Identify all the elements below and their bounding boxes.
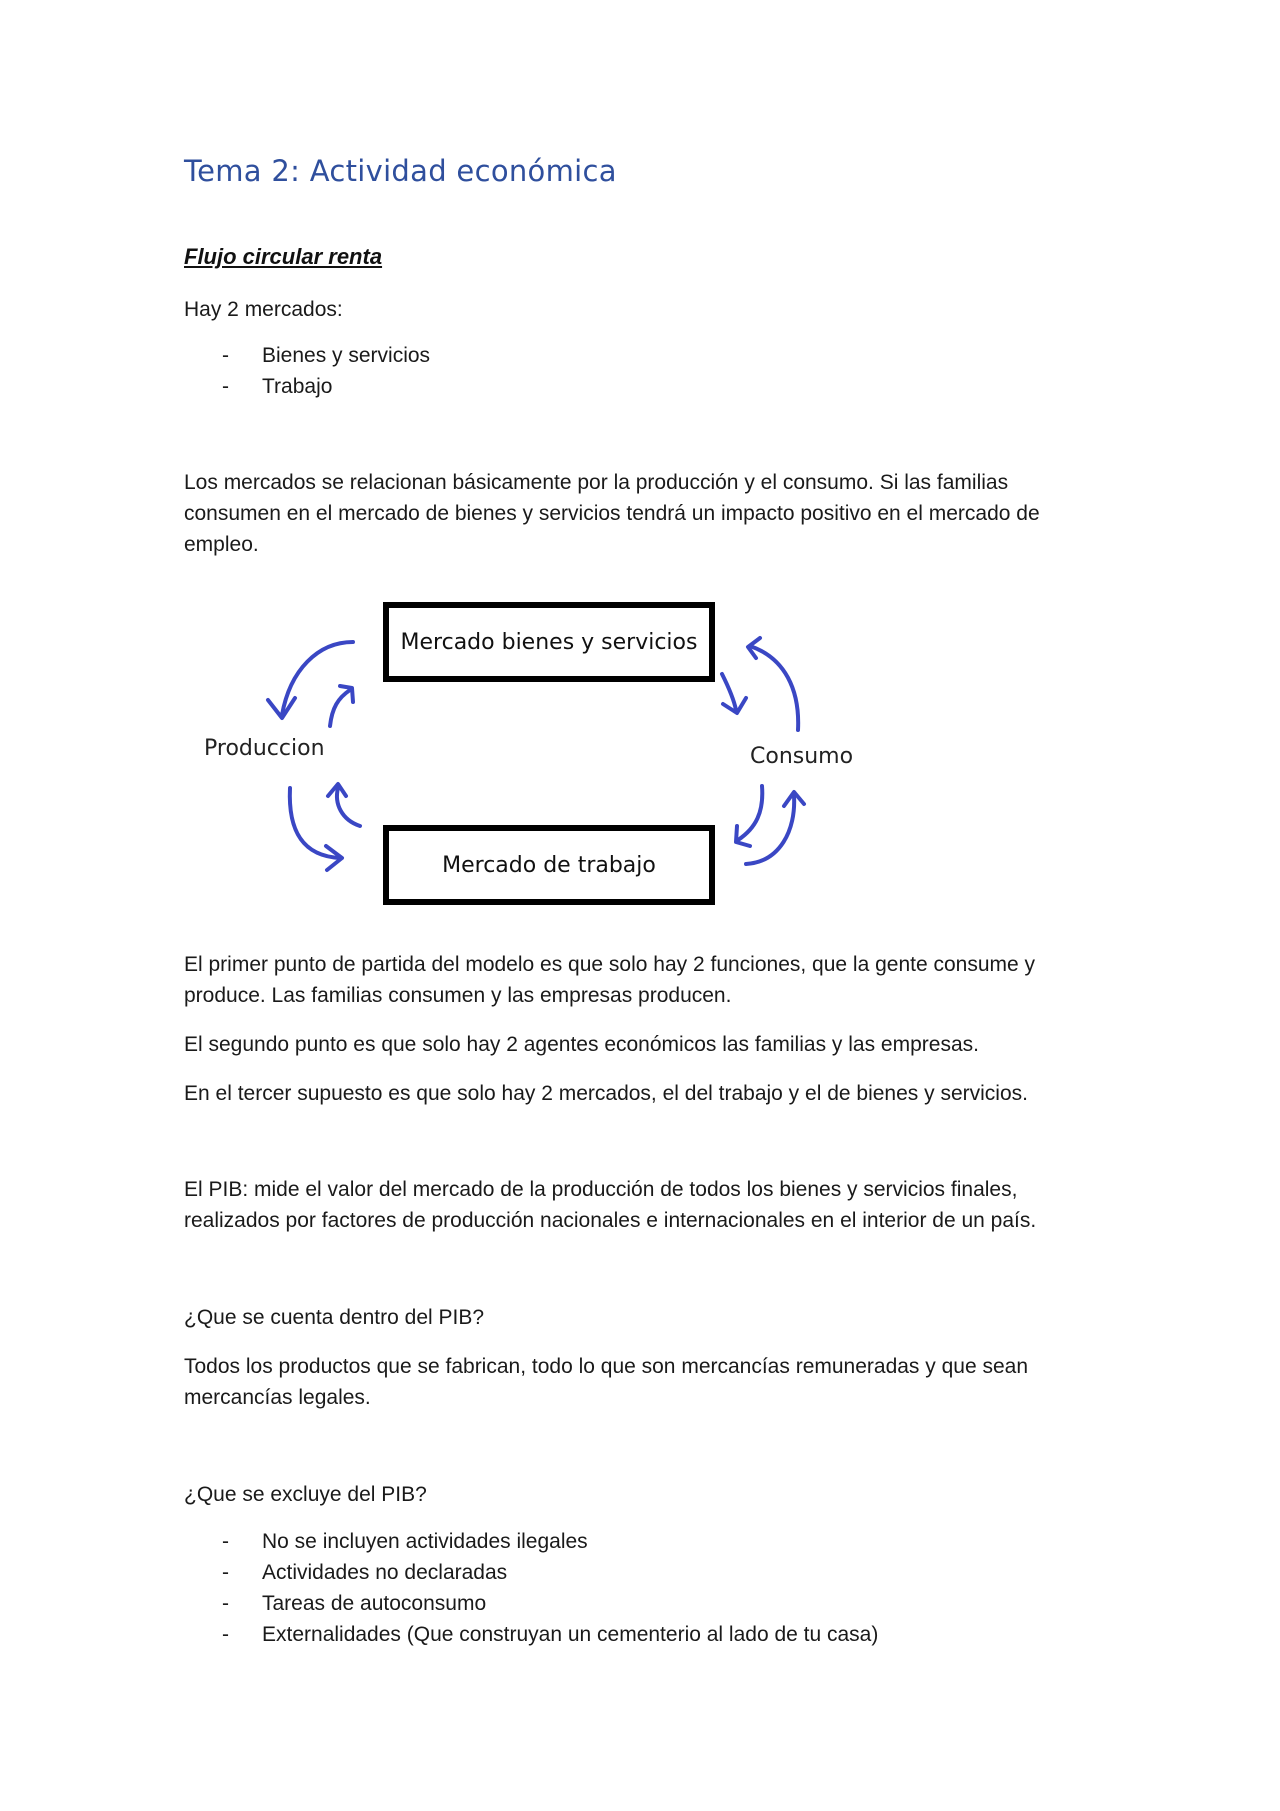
- bullet-dash: -: [222, 344, 229, 367]
- assumption-paragraph-1: El primer punto de partida del modelo es que solo hay 2 funciones, que la gente consume y produce. Las familias consumen y las empresas producen.: [184, 953, 1036, 1007]
- included-question: ¿Que se cuenta dentro del PIB?: [184, 1306, 485, 1329]
- excluded-question: ¿Que se excluye del PIB?: [184, 1483, 427, 1506]
- circular-flow-diagram: [190, 590, 870, 920]
- curved-arrow-icon: [337, 788, 360, 826]
- market-box-labor: Mercado de trabajo: [383, 825, 715, 905]
- list-item: - Externalidades (Que construyan un cementerio al lado de tu casa): [184, 1619, 878, 1650]
- bullet-dash: -: [222, 375, 229, 398]
- list-item: - Actividades no declaradas: [184, 1557, 878, 1588]
- included-answer: Todos los productos que se fabrican, todo lo que son mercancías remuneradas y que sean mercancías legales.: [184, 1355, 1029, 1409]
- market-box-goods-services: Mercado bienes y servicios: [383, 602, 715, 682]
- consumption-label: Consumo: [750, 744, 854, 769]
- list-item: - Bienes y servicios: [184, 340, 430, 371]
- list-item: - Tareas de autoconsumo: [184, 1588, 878, 1619]
- bullet-dash: -: [222, 1592, 229, 1615]
- bullet-dash: -: [222, 1561, 229, 1584]
- list-item: - No se incluyen actividades ilegales: [184, 1526, 878, 1557]
- assumption-paragraph-2: El segundo punto es que solo hay 2 agentes económicos las familias y las empresas.: [184, 1033, 979, 1056]
- curved-arrow-icon: [738, 786, 762, 840]
- intro-text: Hay 2 mercados:: [184, 298, 343, 321]
- markets-list: [184, 340, 430, 402]
- curved-arrow-icon: [290, 788, 340, 858]
- assumption-paragraph-3: En el tercer supuesto es que solo hay 2 mercados, el del trabajo y el de bienes y servicios.: [184, 1082, 1028, 1105]
- document-title: Tema 2: Actividad económica: [184, 154, 617, 188]
- curved-arrow-icon: [746, 796, 794, 864]
- list-item: - Trabajo: [184, 371, 430, 402]
- bullet-dash: -: [222, 1623, 229, 1646]
- pib-definition: El PIB: mide el valor del mercado de la producción de todos los bienes y servicios finales, realizados por factores de producción nacionales e internacionales en el interior de un país.: [184, 1178, 1037, 1232]
- bullet-dash: -: [222, 1530, 229, 1553]
- relation-paragraph: Los mercados se relacionan básicamente por la producción y el consumo. Si las familias consumen en el mercado de bienes y servicios tendrá un impacto positivo en el mercado de empleo.: [184, 471, 1040, 556]
- section-heading: Flujo circular renta: [184, 244, 383, 269]
- excluded-list: [184, 1526, 878, 1650]
- production-label: Produccion: [204, 736, 325, 761]
- curved-arrow-icon: [330, 690, 350, 726]
